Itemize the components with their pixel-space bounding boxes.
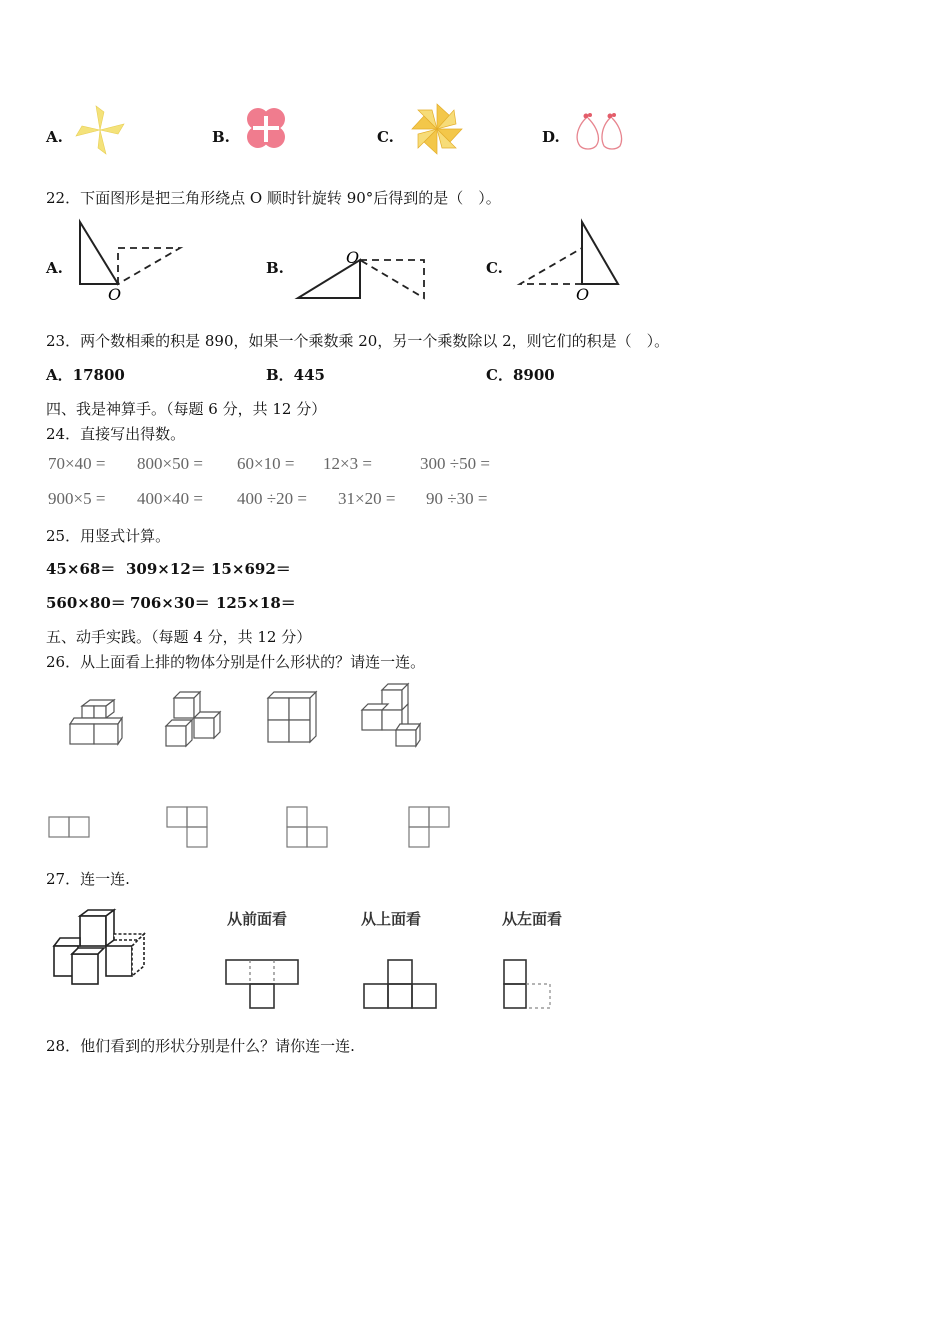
q22-option-c-label[interactable]: C. [486,259,503,277]
q22-option-b-label[interactable]: B. [266,259,284,277]
q24-r2-item: 900×5 = [48,489,106,508]
q25-r2-item: 560×80＝ [46,594,126,612]
q24-r1-item: 12×3 = [323,454,372,473]
q23-option-a[interactable]: A．17800 [46,366,125,384]
q26-object-2[interactable] [160,688,226,750]
q25-r2-item: 706×30＝ [130,594,210,612]
q27-title: 27．连一连. [46,870,130,888]
q26-topview-3[interactable] [286,806,332,850]
hen-pair-icon [572,110,626,152]
view-left-label: 从左面看 [502,910,563,928]
q26-object-3[interactable] [262,688,324,750]
q22-option-a-label[interactable]: A. [46,259,63,277]
section-5-title: 五、动手实践。（每题 4 分，共 12 分） [46,628,312,646]
q24-r1-item: 60×10 = [237,454,295,473]
q27-view-shape-2[interactable] [362,958,440,1012]
q23-question: 23．两个数相乘的积是 890，如果一个乘数乘 20，另一个乘数除以 2，则它们的积是（ ）。 [46,332,670,350]
flower-pink-icon [240,104,292,154]
q27-view-shape-3[interactable] [502,958,558,1012]
q24-r2-item: 31×20 = [338,489,396,508]
q26-topview-4[interactable] [408,806,454,850]
q26-title: 26．从上面看上排的物体分别是什么形状的？请连一连。 [46,653,426,671]
view-front-label: 从前面看 [227,910,288,928]
q22-option-b-figure [292,246,432,306]
q24-r1-item: 70×40 = [48,454,106,473]
q22-question: 22．下面图形是把三角形绕点 O 顺时针旋转 90°后得到的是（ ）。 [46,189,501,207]
q27-cube-structure [50,906,148,988]
section-4-title: 四、我是神算手。（每题 6 分，共 12 分） [46,400,327,418]
q26-object-4[interactable] [356,682,426,750]
q23-option-c[interactable]: C．8900 [486,366,555,384]
q25-r2-item: 125×18＝ [216,594,296,612]
q21-option-d-label[interactable]: D. [542,128,560,146]
q24-r1-item: 300 ÷50 = [420,454,490,473]
q21-option-c-label[interactable]: C. [377,128,394,146]
q24-r2-item: 400 ÷20 = [237,489,307,508]
q23-option-b[interactable]: B．445 [266,366,325,384]
q26-topview-2[interactable] [166,806,210,850]
pinwheel-orange-icon [410,102,464,156]
q28-title: 28．他们看到的形状分别是什么？请你连一连. [46,1037,355,1055]
q24-r2-item: 90 ÷30 = [426,489,488,508]
q25-r1-item: 45×68＝ [46,560,116,578]
q24-title: 24．直接写出得数。 [46,425,186,443]
q24-r1-item: 800×50 = [137,454,203,473]
view-top-label: 从上面看 [361,910,422,928]
q22-option-a-figure [72,218,192,304]
q25-r1-item: 15×692＝ [211,560,291,578]
q26-object-1[interactable] [66,700,126,748]
q25-title: 25．用竖式计算。 [46,527,171,545]
q22-c-point-o: O [576,285,590,304]
pinwheel-yellow-icon [74,104,126,156]
q21-option-a-label[interactable]: A. [46,128,63,146]
q26-topview-1[interactable] [48,816,92,840]
q21-option-b-label[interactable]: B. [212,128,230,146]
q25-r1-item: 309×12＝ [126,560,206,578]
q22-b-point-o: O [346,248,360,267]
q22-option-c-figure [512,218,632,304]
q27-view-shape-1[interactable] [224,958,302,1012]
q24-r2-item: 400×40 = [137,489,203,508]
q22-a-point-o: O [108,285,122,304]
